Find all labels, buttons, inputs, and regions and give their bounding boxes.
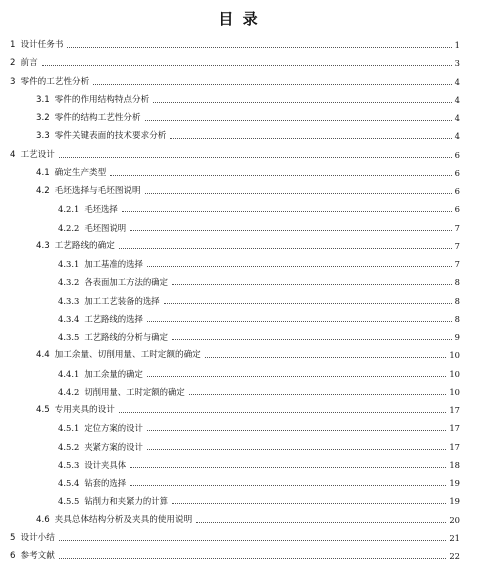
dot-leader bbox=[145, 192, 452, 194]
toc-entry-title: 零件的结构工艺性分析 bbox=[54, 113, 141, 123]
dot-leader bbox=[59, 156, 452, 158]
toc-entry-number: 4.5 bbox=[36, 405, 50, 415]
toc-entry[interactable] bbox=[10, 52, 460, 68]
toc-entry-title: 毛坯选择 bbox=[84, 204, 118, 215]
toc-entry-title: 确定生产类型 bbox=[54, 167, 107, 178]
toc-entry-title: 工艺设计 bbox=[20, 149, 55, 160]
toc-entry-number: 4.1 bbox=[36, 167, 50, 178]
toc-entry[interactable] bbox=[36, 162, 460, 178]
toc-entry-page-number: 8 bbox=[454, 277, 460, 288]
dot-leader bbox=[170, 137, 451, 139]
toc-entry-title: 定位方案的设计 bbox=[84, 423, 143, 434]
toc-entry-number: 6 bbox=[10, 551, 16, 561]
dot-leader bbox=[93, 83, 451, 85]
dot-leader bbox=[130, 229, 451, 231]
toc-entry-number: 4.4.1 bbox=[58, 368, 80, 379]
toc-entry[interactable] bbox=[58, 308, 460, 324]
toc-entry[interactable] bbox=[10, 71, 460, 87]
toc-entry-page-number: 1 bbox=[454, 40, 460, 50]
dot-leader bbox=[189, 393, 447, 395]
toc-entry[interactable] bbox=[36, 125, 460, 141]
toc-entry-number: 4.2 bbox=[36, 186, 50, 196]
toc-entry-page-number: 10 bbox=[449, 350, 460, 361]
toc-entry-number: 3.1 bbox=[36, 94, 50, 105]
dot-leader bbox=[119, 411, 446, 413]
toc-entry-title: 加工基准的选择 bbox=[84, 259, 143, 269]
toc-entry-title: 各表面加工方法的确定 bbox=[84, 277, 169, 288]
toc-entry-number: 4.3.4 bbox=[58, 313, 80, 324]
dot-leader bbox=[172, 502, 446, 504]
toc-entry-page-number: 19 bbox=[449, 478, 460, 488]
toc-entry[interactable] bbox=[36, 399, 460, 415]
dot-leader bbox=[164, 302, 452, 304]
dot-leader bbox=[130, 484, 446, 486]
toc-entry[interactable] bbox=[10, 144, 460, 160]
toc-entry-number: 4.4 bbox=[36, 350, 50, 361]
toc-entry-page-number: 8 bbox=[454, 295, 460, 306]
toc-entry-title: 零件的工艺性分析 bbox=[20, 76, 90, 87]
toc-entry[interactable] bbox=[36, 509, 460, 525]
dot-leader bbox=[147, 429, 446, 431]
toc-entry-page-number: 6 bbox=[454, 167, 460, 178]
dot-leader bbox=[42, 64, 452, 66]
toc-entry-title: 前言 bbox=[20, 58, 38, 69]
toc-entry[interactable] bbox=[58, 454, 460, 470]
toc-entry[interactable] bbox=[10, 545, 460, 561]
toc-entry[interactable] bbox=[58, 472, 460, 488]
dot-leader bbox=[145, 119, 452, 121]
toc-entry-page-number: 4 bbox=[454, 76, 460, 87]
toc-entry-page-number: 6 bbox=[454, 149, 460, 160]
toc-entry-number: 3.2 bbox=[36, 113, 50, 123]
toc-entry-number: 4.3.5 bbox=[58, 332, 80, 342]
toc-entry[interactable] bbox=[36, 344, 460, 360]
dot-leader bbox=[205, 356, 447, 358]
toc-entry[interactable] bbox=[10, 34, 460, 50]
dot-leader bbox=[59, 557, 446, 559]
toc-entry[interactable] bbox=[58, 290, 460, 306]
toc-entry-title: 夹紧方案的设计 bbox=[84, 441, 143, 452]
dot-leader bbox=[67, 46, 451, 48]
toc-entry-number: 4.4.2 bbox=[58, 386, 80, 397]
toc-entry-title: 工艺路线的确定 bbox=[54, 240, 115, 251]
toc-entry-title: 工艺路线的选择 bbox=[84, 313, 143, 324]
toc-entry[interactable] bbox=[58, 436, 460, 452]
toc-entry-title: 切削用量、工时定额的确定 bbox=[84, 386, 185, 397]
dot-leader bbox=[172, 283, 452, 285]
dot-leader bbox=[119, 247, 452, 249]
dot-leader bbox=[122, 210, 452, 212]
toc-entry-title: 零件关键表面的技术要求分析 bbox=[54, 131, 167, 142]
toc-entry-number: 4.5.1 bbox=[58, 423, 80, 434]
toc-entry-number: 4.2.2 bbox=[58, 222, 80, 233]
toc-entry[interactable] bbox=[36, 180, 460, 196]
toc-entry-number: 4.5.4 bbox=[58, 478, 80, 488]
toc-entry-page-number: 22 bbox=[449, 551, 460, 561]
toc-entry-number: 3.3 bbox=[36, 131, 50, 142]
toc-entry-number: 4.5.3 bbox=[58, 459, 80, 470]
dot-leader bbox=[172, 338, 452, 340]
toc-entry-title: 毛坯选择与毛坯图说明 bbox=[54, 186, 141, 196]
toc-entry[interactable] bbox=[36, 235, 460, 251]
dot-leader bbox=[147, 320, 452, 322]
toc-entry-page-number: 20 bbox=[449, 514, 460, 525]
toc-entry-number: 4.3.3 bbox=[58, 295, 80, 306]
toc-entry-number: 2 bbox=[10, 58, 16, 69]
toc-entry-title: 设计任务书 bbox=[20, 40, 64, 50]
toc-entry-page-number: 10 bbox=[449, 386, 460, 397]
toc-entry-title: 专用夹具的设计 bbox=[54, 405, 115, 415]
dot-leader bbox=[196, 521, 446, 523]
toc-entry-number: 3 bbox=[10, 76, 16, 87]
toc-entry-number: 4.5.5 bbox=[58, 496, 80, 507]
dot-leader bbox=[147, 448, 446, 450]
toc-entry-page-number: 8 bbox=[454, 313, 460, 324]
toc-entry-number: 5 bbox=[10, 532, 16, 543]
toc-entry-title: 加工工艺装备的选择 bbox=[84, 295, 160, 306]
dot-leader bbox=[147, 265, 452, 267]
toc-entry[interactable] bbox=[58, 363, 460, 379]
toc-entry-title: 设计夹具体 bbox=[84, 459, 127, 470]
toc-entry-title: 加工余量、切削用量、工时定额的确定 bbox=[54, 350, 201, 361]
toc-entry-title: 夹具总体结构分析及夹具的使用说明 bbox=[54, 514, 193, 525]
toc-entry-number: 1 bbox=[10, 40, 16, 50]
toc-entry-title: 加工余量的确定 bbox=[84, 368, 143, 379]
toc-entry-page-number: 18 bbox=[449, 459, 460, 470]
toc-entry-number: 4 bbox=[10, 149, 16, 160]
toc-entry-page-number: 19 bbox=[449, 496, 460, 507]
toc-entry-title: 参考文献 bbox=[20, 551, 55, 561]
toc-entry-page-number: 4 bbox=[454, 94, 460, 105]
toc-entry[interactable] bbox=[36, 107, 460, 123]
toc-entry-title: 设计小结 bbox=[20, 532, 55, 543]
toc-entry[interactable] bbox=[58, 490, 460, 506]
toc-entry[interactable] bbox=[10, 527, 460, 543]
toc-entry-title: 毛坯图说明 bbox=[84, 222, 127, 233]
toc-entry[interactable] bbox=[36, 89, 460, 105]
toc-entry-title: 工艺路线的分析与确定 bbox=[84, 332, 169, 342]
toc-entry-page-number: 7 bbox=[454, 259, 460, 269]
toc-entry-title: 零件的作用结构特点分析 bbox=[54, 94, 150, 105]
toc-entry[interactable] bbox=[58, 326, 460, 342]
toc-entry[interactable] bbox=[58, 198, 460, 214]
toc-entry-page-number: 21 bbox=[449, 532, 460, 543]
dot-leader bbox=[147, 375, 446, 377]
toc-entry-page-number: 3 bbox=[454, 58, 460, 69]
toc-entry-page-number: 4 bbox=[454, 131, 460, 142]
toc-entry-page-number: 6 bbox=[454, 186, 460, 196]
toc-entry-page-number: 7 bbox=[454, 240, 460, 251]
dot-leader bbox=[153, 101, 451, 103]
toc-entry-page-number: 4 bbox=[454, 113, 460, 123]
page-title: 目 录 bbox=[218, 10, 260, 28]
dot-leader bbox=[110, 174, 451, 176]
toc-entry-number: 4.3.2 bbox=[58, 277, 80, 288]
toc-entry-number: 4.3 bbox=[36, 240, 50, 251]
toc-entry[interactable] bbox=[58, 253, 460, 269]
toc-entry-page-number: 17 bbox=[449, 423, 460, 434]
toc-entry-page-number: 9 bbox=[454, 332, 460, 342]
toc-entry[interactable] bbox=[58, 381, 460, 397]
toc-entry-title: 钻套的选择 bbox=[84, 478, 127, 488]
toc-entry-number: 4.6 bbox=[36, 514, 50, 525]
toc-entry-page-number: 7 bbox=[454, 222, 460, 233]
toc-entry[interactable] bbox=[58, 271, 460, 287]
toc-entry[interactable] bbox=[58, 217, 460, 233]
toc-entry[interactable] bbox=[58, 417, 460, 433]
dot-leader bbox=[130, 466, 446, 468]
toc-entry-number: 4.2.1 bbox=[58, 204, 80, 215]
toc-entry-page-number: 6 bbox=[454, 204, 460, 215]
toc-entry-page-number: 17 bbox=[449, 405, 460, 415]
toc-entry-number: 4.5.2 bbox=[58, 441, 80, 452]
toc-entry-number: 4.3.1 bbox=[58, 259, 80, 269]
toc-entry-title: 钻削力和夹紧力的计算 bbox=[84, 496, 169, 507]
toc-entry-page-number: 10 bbox=[449, 368, 460, 379]
dot-leader bbox=[59, 539, 446, 541]
toc-entry-page-number: 17 bbox=[449, 441, 460, 452]
